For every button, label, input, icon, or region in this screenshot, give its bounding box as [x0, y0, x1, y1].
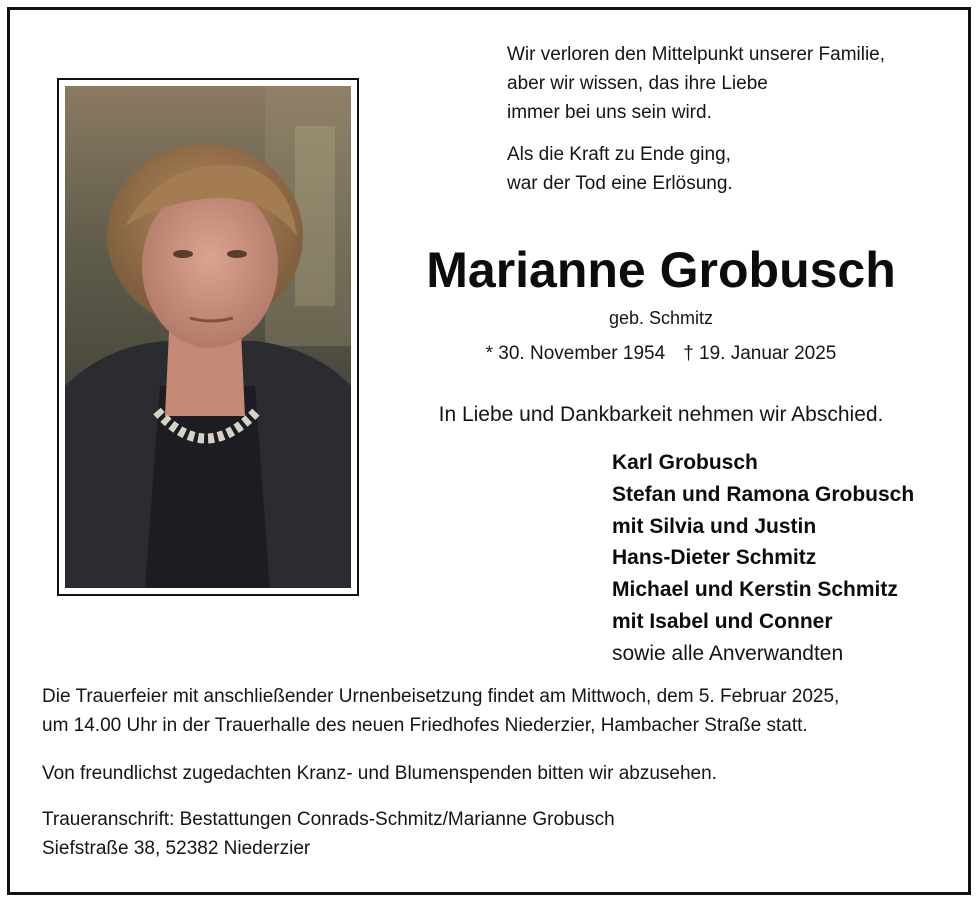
- verse-line: immer bei uns sein wird.: [507, 102, 712, 123]
- mourner-entry: Stefan und Ramona Grobusch: [612, 482, 915, 506]
- maiden-name: geb. Schmitz: [608, 308, 714, 328]
- verse-line: war der Tod eine Erlösung.: [507, 173, 733, 194]
- verse-line: Wir verloren den Mittelpunkt unserer Familie,: [507, 44, 886, 65]
- address-line: Traueranschrift: Bestattungen Conrads-Schmitz/Marianne Grobusch: [42, 809, 615, 830]
- service-line: um 14.00 Uhr in der Trauerhalle des neuen Friedhofes Niederzier, Hambacher Straße statt.: [42, 715, 808, 736]
- relatives-line: sowie alle Anverwandten: [612, 641, 844, 665]
- mourners-list: [612, 447, 914, 670]
- birth-date: * 30. November 1954: [485, 343, 666, 364]
- life-dates: [380, 340, 942, 368]
- mourner-entry: Hans-Dieter Schmitz: [612, 546, 817, 570]
- farewell-text: In Liebe und Dankbarkeit nehmen wir Abschied.: [438, 403, 884, 426]
- mourner-entry: mit Isabel und Conner: [612, 609, 833, 633]
- verse-line: Als die Kraft zu Ende ging,: [507, 144, 731, 165]
- portrait-frame: [57, 78, 359, 596]
- mourner-entry: mit Silvia und Justin: [612, 514, 817, 538]
- death-date: † 19. Januar 2025: [683, 343, 837, 364]
- service-line: Die Trauerfeier mit anschließender Urnenbeisetzung findet am Mittwoch, dem 5. Februar 2025,: [42, 686, 840, 707]
- mourning-address: [42, 805, 615, 863]
- flowers-note: Von freundlichst zugedachten Kranz- und Blumenspenden bitten wir abzusehen.: [42, 763, 717, 784]
- portrait-photo: [65, 86, 351, 588]
- mourner-entry: Karl Grobusch: [612, 451, 758, 474]
- address-line: Siefstraße 38, 52382 Niederzier: [42, 838, 311, 859]
- verse-line: aber wir wissen, das ihre Liebe: [507, 73, 768, 94]
- verse-stanza-2: [507, 140, 733, 198]
- service-info: [42, 682, 839, 740]
- verse-stanza-1: [507, 40, 885, 127]
- portrait-illustration: [65, 86, 351, 588]
- mourner-entry: Michael und Kerstin Schmitz: [612, 578, 898, 602]
- deceased-name: Marianne Grobusch: [426, 242, 896, 298]
